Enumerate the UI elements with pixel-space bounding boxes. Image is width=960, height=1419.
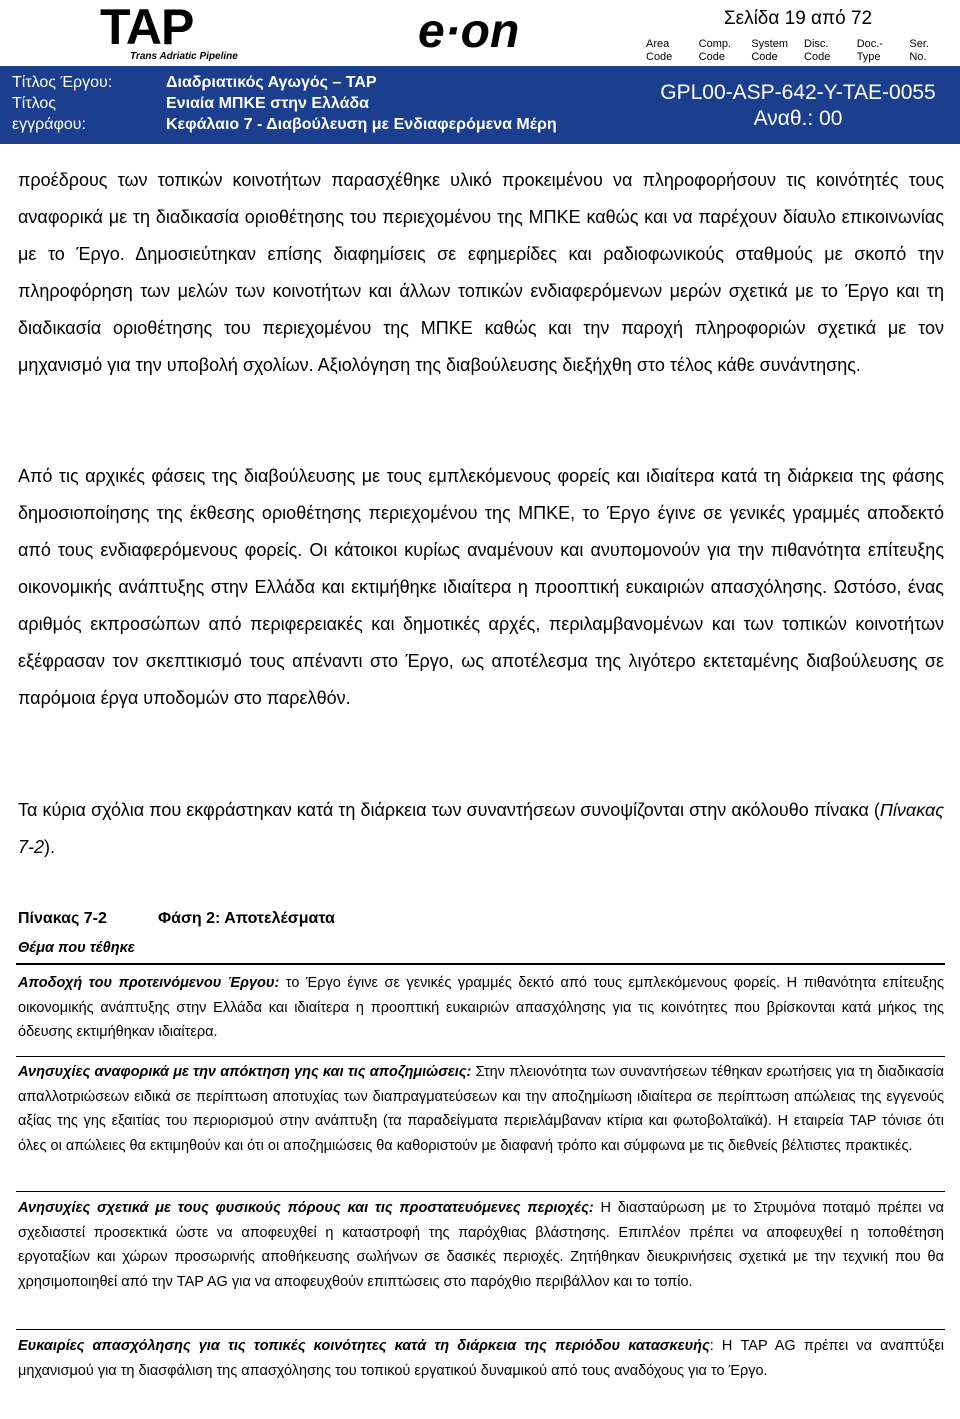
table-title: Φάση 2: Αποτελέσματα: [158, 910, 335, 927]
row-topic: Ανησυχίες αναφορικά με την απόκτηση γης και τις αποζημιώσεις:: [18, 1064, 472, 1080]
paragraph-3: Τα κύρια σχόλια που εκφράστηκαν κατά τη διάρκεια των συναντήσεων συνοψίζονται στην ακόλουθο πίνακα (Πίνακας 7-2).: [18, 800, 944, 857]
code-label: Area Code: [646, 38, 673, 63]
revision: Αναθ.: 00: [753, 107, 843, 130]
code-label: Disc. Code: [804, 38, 831, 63]
table-row: Ανησυχίες σχετικά με τους φυσικούς πόρους και τις προστατευόμενες περιοχές: Η διασταύρωση με το Στρυμόνα ποταμό πρέπει να σχεδιαστεί προσεκτικά ώστε να αποφευχθεί η καταστροφή της παρόχθιας βλάστησης. Επιπλέον πρέπει να αποφευχθεί η τοποθέτηση εργοταξίων και χώρων προσωρινής αποθήκευσης σωλήνων σε δασικές περιοχές. Ζητήθηκαν διευκρινήσεις σχετικά με την τεχνική που θα χρησιμοποιηθεί από την TAP AG για να αποφευχθούν επιπτώσεις στο παρόχθιο περιβάλλον και το τοπίο.: [18, 1200, 944, 1290]
header-top: [0, 0, 960, 66]
tap-logo-mark: TAP: [100, 0, 194, 55]
row-topic: Αποδοχή του προτεινόμενου Έργου:: [18, 975, 280, 991]
code-label: Comp. Code: [698, 38, 732, 63]
header-titles: [166, 72, 557, 135]
table-rule: [16, 1191, 945, 1192]
document-code: GPL00-ASP-642-Y-TAE-0055: [660, 81, 936, 104]
document-header: [0, 0, 960, 144]
table-row: Αποδοχή του προτεινόμενου Έργου: το Έργο έγινε σε γενικές γραμμές δεκτό από τους εμπλεκόμενους φορείς. Η πιθανότητα επίτευξης οικονομικής ανάπτυξης στην Ελλάδα και ιδιαίτερα η προοπτική ευκαιριών απασχόλησης για τις κοινότητες που βρίσκονται κατά μήκος της όδευσης εκτιμήθηκαν ιδιαίτερα.: [18, 975, 944, 1040]
table-rule: [16, 1056, 945, 1057]
header-labels: [12, 72, 112, 135]
table-reference: Πίνακας 7-2: [18, 800, 944, 857]
doc-label-2: εγγράφου:: [12, 116, 86, 133]
code-label: System Code: [751, 38, 789, 63]
project-label: Τίτλος Έργου:: [12, 74, 113, 91]
table-row: Ανησυχίες αναφορικά με την απόκτηση γης και τις αποζημιώσεις: Στην πλειονότητα των συναντήσεων τέθηκαν ερωτήσεις για τη διαδικασία απαλλοτριώσεων ειδικά σε περίπτωση αποτυχίας των διαπραγματεύσεων και την αποζημίωση ιδιαίτερα σε περίπτωση απώλειας της εγγενούς αξίας της γης εξαιτίας του περιορισμού στην ανάπτυξη (τα παραδείγματα περιελάμβαναν κτίρια και φωτοβολταϊκά). Η εταιρεία TAP τόνισε ότι όλες οι απώλειες θα εκτιμηθούν και ότι οι αποζημιώσεις θα καθοριστούν με διαφανή τρόπο και σύμφωνα με τις διεθνείς βέλτιστες πρακτικές.: [18, 1064, 944, 1154]
header-band: [0, 66, 960, 144]
tap-logo-subtitle: Trans Adriatic Pipeline: [130, 51, 238, 62]
doc-label-1: Τίτλος: [12, 95, 57, 112]
table-row: Ευκαιρίες απασχόλησης για τις τοπικές κοινότητες κατά τη διάρκεια της περιόδου κατασκευής: Η TAP AG πρέπει να αναπτύξει μηχανισμού για τη διασφάλιση της απασχόλησης του τοπικού εργατικού δυναμικού από τους αναδόχους για το Έργο.: [18, 1338, 945, 1379]
page-number: Σελίδα 19 από 72: [723, 8, 873, 29]
row-topic: Ευκαιρίες απασχόλησης για τις τοπικές κοινότητες κατά τη διάρκεια της περιόδου κατασκευής: [18, 1338, 710, 1354]
project-title: Διαδριατικός Αγωγός – TAP: [166, 74, 377, 91]
code-label: Ser. No.: [909, 38, 929, 63]
eon-logo: e·on: [418, 5, 520, 58]
tap-logo: [100, 0, 290, 64]
table-rule: [16, 963, 945, 965]
table-number: Πίνακας 7-2: [18, 910, 107, 927]
theme-column-header: Θέμα που τέθηκε: [18, 940, 135, 956]
table-rule: [16, 1329, 945, 1330]
paragraph-2: Από τις αρχικές φάσεις της διαβούλευσης με τους εμπλεκόμενους φορείς και ιδιαίτερα κατά τη διάρκεια της φάσης δημοσιοποίησης της έκθεσης οριοθέτησης περιεχομένου της ΜΠΚΕ, το Έργο έγινε σε γενικές γραμμές αποδεκτό από τους ενδιαφερόμενους φορείς. Οι κάτοικοι κυρίως αναμένουν και ανυπομονούν για την πιθανότητα επίτευξης οικονομικής ανάπτυξης στην Ελλάδα και εκτιμήθηκε ιδιαίτερα η προοπτική ευκαιριών απασχόλησης. Ωστόσο, ένας αριθμός εκπροσώπων από περιφερειακές και δημοτικές αρχές, περιλαμβανομένων και των τοπικών κοινοτήτων εξέφρασαν τον σκεπτικισμό τους απέναντι στο Έργο, ως αποτέλεσμα της λιγότερο εκτεταμένης διαβούλευσης σε παρόμοια έργα υποδομών στο παρελθόν.: [18, 466, 944, 708]
row-topic: Ανησυχίες σχετικά με τους φυσικούς πόρους και τις προστατευόμενες περιοχές:: [18, 1200, 594, 1216]
table-caption: [18, 910, 944, 928]
document-code-block: [640, 80, 956, 132]
paragraph-1: προέδρους των τοπικών κοινοτήτων παρασχέθηκε υλικό προκειμένου να πληροφορήσουν τις κοινότητές τους αναφορικά με τη διαδικασία οριοθέτησης του περιεχομένου της ΜΠΚΕ καθώς και να παρέχουν δίαυλο επικοινωνίας με το Έργο. Δημοσιεύτηκαν επίσης διαφημίσεις σε εφημερίδες και ραδιοφωνικούς σταθμούς με σκοπό την πληροφόρηση των μελών των κοινοτήτων και άλλων τοπικών ενδιαφερόμενων μερών σχετικά με το Έργο και τη διαδικασία οριοθέτησης του περιεχομένου της ΜΠΚΕ καθώς και την παροχή πληροφοριών σχετικά με τον μηχανισμό για την υποβολή σχολίων. Αξιολόγηση της διαβούλευσης διεξήχθη στο τέλος κάθε συνάντησης.: [18, 170, 944, 375]
code-label: Doc.- Type: [856, 38, 883, 63]
doc-title-1: Ενιαία ΜΠΚΕ στην Ελλάδα: [166, 95, 369, 112]
doc-title-2: Κεφάλαιο 7 - Διαβούλευση με Ενδιαφερόμενα Μέρη: [166, 116, 557, 133]
code-labels: [640, 38, 956, 66]
